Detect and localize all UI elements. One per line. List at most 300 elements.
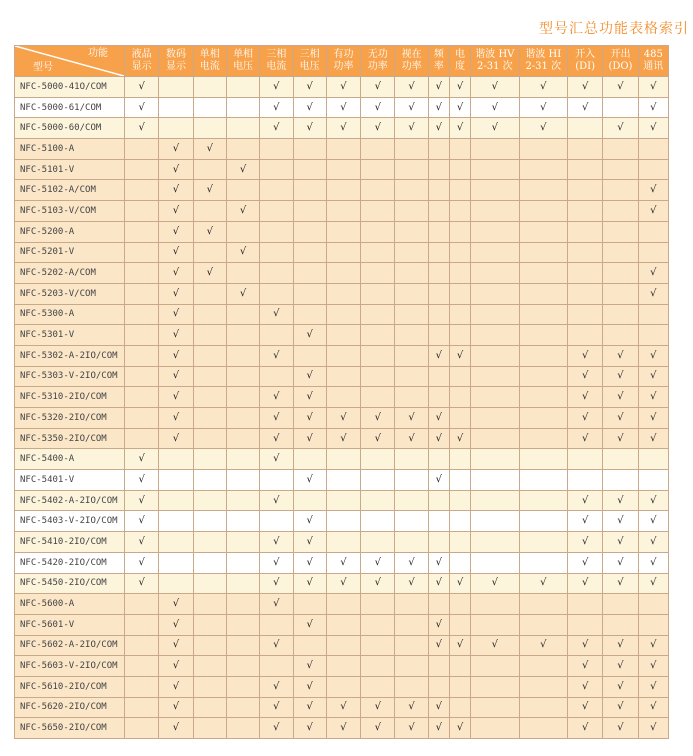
feature-cell [428, 118, 449, 139]
feature-cell [428, 366, 449, 387]
feature-cell [159, 139, 193, 160]
feature-cell [395, 180, 428, 201]
feature-cell [638, 139, 668, 160]
feature-cell [638, 97, 668, 118]
feature-cell [226, 159, 259, 180]
check-mark-icon: √ [540, 122, 547, 134]
feature-cell [471, 573, 519, 594]
feature-cell [638, 594, 668, 615]
feature-cell [326, 532, 360, 553]
feature-cell [395, 345, 428, 366]
feature-cell [395, 532, 428, 553]
check-mark-icon: √ [408, 432, 415, 444]
feature-cell [293, 97, 326, 118]
check-mark-icon: √ [306, 577, 313, 589]
check-mark-icon: √ [306, 473, 313, 485]
check-mark-icon: √ [408, 577, 415, 589]
feature-cell [519, 470, 567, 491]
check-mark-icon: √ [581, 411, 589, 423]
feature-cell [603, 718, 638, 739]
feature-cell [471, 449, 519, 470]
feature-cell [293, 242, 326, 263]
model-cell: NFC-5610-2IO/COM [15, 676, 125, 697]
feature-cell [361, 201, 395, 222]
check-mark-icon: √ [650, 411, 657, 423]
check-mark-icon: √ [650, 515, 657, 527]
feature-cell [449, 242, 470, 263]
feature-cell [326, 139, 360, 160]
feature-cell [603, 345, 638, 366]
feature-cell [326, 428, 360, 449]
feature-cell [260, 283, 293, 304]
table-row [15, 366, 669, 387]
feature-cell [603, 139, 638, 160]
feature-cell [395, 718, 428, 739]
check-mark-icon: √ [435, 639, 443, 651]
check-mark-icon: √ [273, 598, 280, 610]
feature-cell [159, 449, 193, 470]
feature-cell [471, 490, 519, 511]
feature-cell [395, 283, 428, 304]
feature-cell [260, 242, 293, 263]
feature-cell [567, 242, 602, 263]
feature-cell [428, 511, 449, 532]
feature-cell [471, 201, 519, 222]
feature-cell [226, 552, 259, 573]
feature-cell [567, 594, 602, 615]
feature-cell [326, 159, 360, 180]
feature-cell [125, 635, 159, 656]
feature-cell [395, 449, 428, 470]
feature-cell [603, 408, 638, 429]
feature-cell [395, 697, 428, 718]
header-col-text: 无功 [367, 49, 388, 60]
check-mark-icon: √ [650, 370, 657, 382]
header-col-text: 电压 [233, 61, 254, 72]
feature-cell [638, 697, 668, 718]
check-mark-icon: √ [239, 287, 247, 299]
check-mark-icon: √ [435, 432, 443, 444]
feature-cell [326, 511, 360, 532]
header-col-13 [567, 46, 602, 77]
feature-cell [519, 614, 567, 635]
feature-cell [260, 304, 293, 325]
feature-cell [226, 325, 259, 346]
feature-cell [567, 201, 602, 222]
feature-cell [567, 470, 602, 491]
feature-cell [449, 263, 470, 284]
feature-cell [449, 180, 470, 201]
check-mark-icon: √ [540, 80, 547, 92]
header-col-text: 度 [455, 61, 466, 72]
check-mark-icon: √ [435, 618, 443, 630]
feature-cell [193, 201, 226, 222]
feature-cell [395, 470, 428, 491]
feature-cell [638, 428, 668, 449]
feature-cell [193, 387, 226, 408]
feature-cell [567, 532, 602, 553]
feature-cell [326, 97, 360, 118]
feature-cell [193, 180, 226, 201]
check-mark-icon: √ [435, 101, 443, 113]
feature-cell [125, 470, 159, 491]
feature-cell [260, 428, 293, 449]
feature-cell [395, 263, 428, 284]
feature-cell [361, 428, 395, 449]
feature-cell [226, 97, 259, 118]
feature-cell [567, 428, 602, 449]
feature-cell [471, 428, 519, 449]
feature-cell [471, 552, 519, 573]
feature-cell [260, 635, 293, 656]
feature-cell [395, 635, 428, 656]
feature-cell [449, 221, 470, 242]
feature-cell [449, 159, 470, 180]
feature-cell [159, 366, 193, 387]
feature-cell [395, 656, 428, 677]
feature-cell [125, 387, 159, 408]
header-col-12 [519, 46, 567, 77]
check-mark-icon: √ [617, 515, 624, 527]
check-mark-icon: √ [581, 515, 589, 527]
feature-cell [567, 283, 602, 304]
feature-cell [260, 263, 293, 284]
model-cell: NFC-5301-V [15, 325, 125, 346]
feature-cell [361, 697, 395, 718]
feature-cell [293, 718, 326, 739]
feature-cell [449, 201, 470, 222]
feature-cell [226, 408, 259, 429]
feature-cell [449, 573, 470, 594]
feature-cell [260, 118, 293, 139]
feature-cell [125, 201, 159, 222]
check-mark-icon: √ [540, 639, 547, 651]
feature-cell [326, 283, 360, 304]
feature-cell [293, 345, 326, 366]
model-cell: NFC-5400-A [15, 449, 125, 470]
feature-cell [260, 676, 293, 697]
check-mark-icon: √ [206, 184, 213, 196]
feature-cell [428, 345, 449, 366]
feature-cell [567, 676, 602, 697]
feature-cell [193, 221, 226, 242]
table-row [15, 283, 669, 304]
feature-cell [638, 656, 668, 677]
feature-cell [471, 635, 519, 656]
feature-cell [638, 77, 668, 98]
feature-cell [159, 180, 193, 201]
check-mark-icon: √ [138, 453, 145, 465]
feature-cell [226, 573, 259, 594]
check-mark-icon: √ [273, 432, 280, 444]
feature-cell [193, 428, 226, 449]
feature-cell [326, 573, 360, 594]
feature-cell [638, 304, 668, 325]
feature-cell [603, 97, 638, 118]
header-row [15, 46, 669, 77]
feature-cell [471, 366, 519, 387]
feature-cell [567, 325, 602, 346]
feature-cell [567, 387, 602, 408]
check-mark-icon: √ [581, 701, 589, 713]
feature-cell [125, 718, 159, 739]
model-cell: NFC-5303-V-2IO/COM [15, 366, 125, 387]
feature-cell [226, 614, 259, 635]
feature-cell [159, 345, 193, 366]
check-mark-icon: √ [306, 411, 313, 423]
feature-cell [260, 325, 293, 346]
table-row [15, 345, 669, 366]
feature-cell [125, 594, 159, 615]
feature-cell [361, 97, 395, 118]
check-mark-icon: √ [206, 142, 213, 154]
feature-cell [567, 77, 602, 98]
feature-cell [395, 242, 428, 263]
feature-cell [449, 718, 470, 739]
function-index-table [14, 45, 669, 739]
feature-cell [159, 304, 193, 325]
model-cell: NFC-5602-A-2IO/COM [15, 635, 125, 656]
feature-cell [567, 408, 602, 429]
feature-cell [326, 614, 360, 635]
feature-cell [519, 325, 567, 346]
header-col-text: 电流 [199, 61, 220, 72]
check-mark-icon: √ [491, 639, 499, 651]
check-mark-icon: √ [435, 349, 443, 361]
feature-cell [567, 366, 602, 387]
feature-cell [361, 325, 395, 346]
feature-cell [226, 221, 259, 242]
feature-cell [603, 304, 638, 325]
feature-cell [449, 97, 470, 118]
check-mark-icon: √ [540, 577, 547, 589]
feature-cell [519, 159, 567, 180]
header-col-6 [326, 46, 360, 77]
header-col-1 [159, 46, 193, 77]
table-row [15, 428, 669, 449]
feature-cell [567, 221, 602, 242]
check-mark-icon: √ [581, 680, 589, 692]
feature-cell [326, 180, 360, 201]
check-mark-icon: √ [581, 391, 589, 403]
check-mark-icon: √ [617, 660, 624, 672]
feature-cell [638, 159, 668, 180]
check-mark-icon: √ [408, 80, 415, 92]
feature-cell [226, 366, 259, 387]
feature-cell [449, 408, 470, 429]
feature-cell [159, 635, 193, 656]
model-cell: NFC-5000-60/COM [15, 118, 125, 139]
feature-cell [260, 77, 293, 98]
model-cell: NFC-5310-2IO/COM [15, 387, 125, 408]
feature-cell [193, 470, 226, 491]
feature-cell [193, 139, 226, 160]
feature-cell [260, 159, 293, 180]
check-mark-icon: √ [435, 122, 443, 134]
check-mark-icon: √ [617, 577, 624, 589]
header-col-text: 频 [433, 49, 444, 60]
check-mark-icon: √ [138, 515, 145, 527]
feature-cell [193, 118, 226, 139]
feature-cell [226, 428, 259, 449]
table-row [15, 470, 669, 491]
feature-cell [260, 594, 293, 615]
feature-cell [293, 77, 326, 98]
table-row [15, 635, 669, 656]
header-col-5 [293, 46, 326, 77]
check-mark-icon: √ [408, 101, 415, 113]
feature-cell [428, 573, 449, 594]
feature-cell [428, 304, 449, 325]
header-col-text: 显示 [131, 61, 152, 72]
feature-cell [603, 77, 638, 98]
header-col-text: 三相 [299, 49, 320, 60]
feature-cell [603, 428, 638, 449]
feature-cell [361, 387, 395, 408]
feature-cell [471, 304, 519, 325]
feature-cell [293, 304, 326, 325]
feature-cell [567, 573, 602, 594]
feature-cell [260, 656, 293, 677]
feature-cell [260, 614, 293, 635]
feature-cell [449, 697, 470, 718]
feature-cell [326, 635, 360, 656]
feature-cell [193, 345, 226, 366]
header-col-9 [428, 46, 449, 77]
feature-cell [471, 408, 519, 429]
check-mark-icon: √ [650, 494, 657, 506]
feature-cell [471, 263, 519, 284]
feature-cell [159, 263, 193, 284]
feature-cell [638, 263, 668, 284]
check-mark-icon: √ [172, 163, 180, 175]
check-mark-icon: √ [273, 701, 280, 713]
feature-cell [428, 490, 449, 511]
check-mark-icon: √ [138, 101, 145, 113]
feature-cell [159, 221, 193, 242]
feature-cell [326, 77, 360, 98]
feature-cell [361, 304, 395, 325]
feature-cell [260, 697, 293, 718]
feature-cell [361, 449, 395, 470]
model-cell: NFC-5103-V/COM [15, 201, 125, 222]
check-mark-icon: √ [650, 391, 657, 403]
feature-cell [638, 676, 668, 697]
feature-cell [159, 201, 193, 222]
feature-cell [226, 304, 259, 325]
feature-cell [159, 697, 193, 718]
feature-cell [226, 511, 259, 532]
feature-cell [159, 118, 193, 139]
header-col-8 [395, 46, 428, 77]
feature-cell [125, 139, 159, 160]
model-cell: NFC-5410-2IO/COM [15, 532, 125, 553]
feature-cell [471, 139, 519, 160]
table-row [15, 697, 669, 718]
check-mark-icon: √ [172, 204, 180, 216]
header-col-text: 通讯 [643, 61, 664, 72]
feature-cell [471, 118, 519, 139]
check-mark-icon: √ [273, 577, 280, 589]
feature-cell [226, 656, 259, 677]
feature-cell [471, 594, 519, 615]
check-mark-icon: √ [138, 494, 145, 506]
feature-cell [226, 77, 259, 98]
feature-cell [326, 656, 360, 677]
header-col-text: (DI) [575, 61, 596, 72]
feature-cell [638, 242, 668, 263]
check-mark-icon: √ [273, 122, 280, 134]
feature-cell [193, 656, 226, 677]
feature-cell [361, 552, 395, 573]
table-row [15, 325, 669, 346]
feature-cell [293, 118, 326, 139]
check-mark-icon: √ [650, 639, 657, 651]
feature-cell [193, 77, 226, 98]
feature-cell [361, 490, 395, 511]
feature-cell [449, 428, 470, 449]
feature-cell [428, 97, 449, 118]
header-col-text: 功率 [401, 61, 422, 72]
feature-cell [519, 242, 567, 263]
feature-cell [125, 490, 159, 511]
feature-cell [395, 139, 428, 160]
feature-cell [260, 449, 293, 470]
check-mark-icon: √ [650, 722, 657, 734]
feature-cell [603, 656, 638, 677]
feature-cell [428, 180, 449, 201]
feature-cell [326, 676, 360, 697]
header-col-text: 功率 [333, 61, 354, 72]
feature-cell [226, 594, 259, 615]
feature-cell [159, 614, 193, 635]
check-mark-icon: √ [435, 80, 443, 92]
check-mark-icon: √ [617, 391, 624, 403]
check-mark-icon: √ [138, 577, 145, 589]
check-mark-icon: √ [340, 80, 347, 92]
feature-cell [226, 676, 259, 697]
feature-cell [638, 614, 668, 635]
table-row [15, 594, 669, 615]
model-cell: NFC-5403-V-2IO/COM [15, 511, 125, 532]
feature-cell [293, 263, 326, 284]
check-mark-icon: √ [138, 122, 145, 134]
check-mark-icon: √ [172, 722, 180, 734]
feature-cell [603, 118, 638, 139]
feature-cell [471, 159, 519, 180]
feature-cell [471, 97, 519, 118]
feature-cell [226, 449, 259, 470]
feature-cell [293, 676, 326, 697]
check-mark-icon: √ [306, 722, 313, 734]
feature-cell [326, 470, 360, 491]
feature-cell [449, 325, 470, 346]
feature-cell [361, 532, 395, 553]
feature-cell [519, 511, 567, 532]
feature-cell [603, 263, 638, 284]
feature-cell [449, 283, 470, 304]
model-cell: NFC-5600-A [15, 594, 125, 615]
feature-cell [471, 77, 519, 98]
feature-cell [395, 428, 428, 449]
header-col-10 [449, 46, 470, 77]
feature-cell [638, 408, 668, 429]
feature-cell [226, 201, 259, 222]
check-mark-icon: √ [306, 101, 313, 113]
feature-cell [293, 387, 326, 408]
feature-cell [638, 449, 668, 470]
table-row [15, 511, 669, 532]
